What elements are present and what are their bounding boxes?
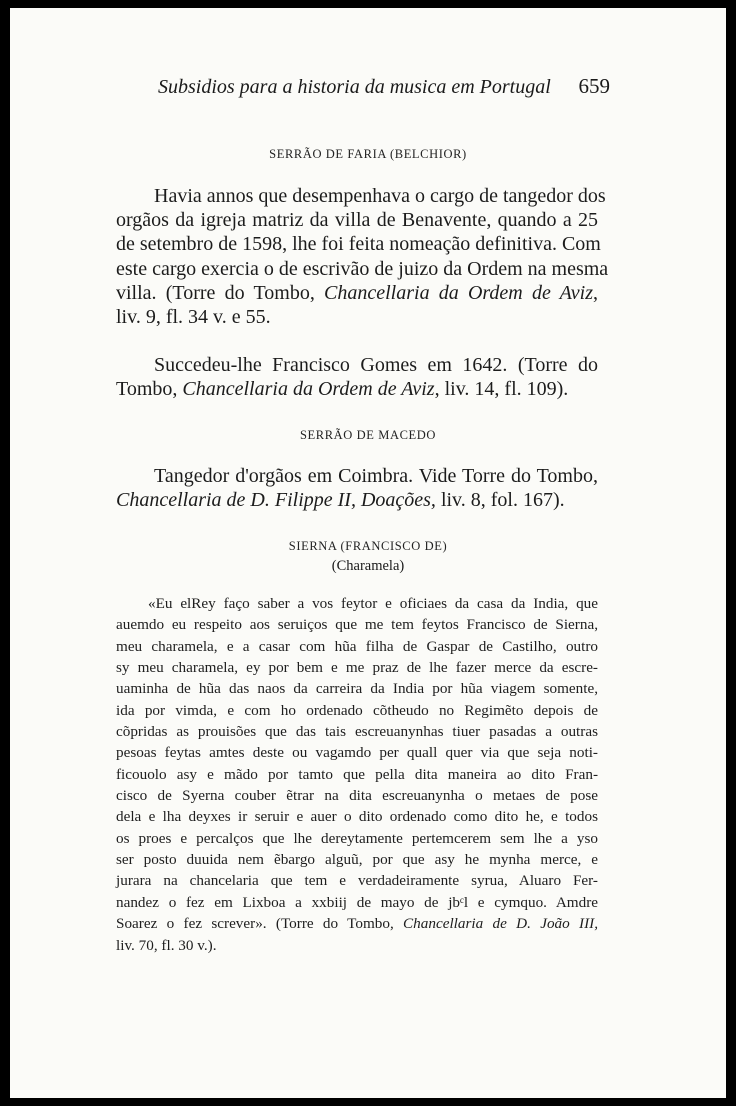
text-line: Havia annos que desempenhava o cargo de tangedor dos [154, 185, 606, 207]
entry-heading: SERRÃO DE MACEDO [300, 428, 436, 442]
quote-line: auemdo eu respeito aos seruiços que me tem feytos Francisco de Sierna, [116, 616, 598, 634]
running-head-title: Subsidios para a historia da musica em Portugal [158, 76, 551, 98]
entry-subheading: (Charamela) [331, 558, 405, 574]
page-number: 659 [578, 74, 610, 98]
quote-line: os proes e percalços que lhe dereytamente pertemcerem sem lhe a yso [116, 829, 598, 847]
quote-line: meu charamela, e a casar com hũa filha de Gaspar de Castilho, outro [116, 637, 598, 655]
quote-line: Soarez o fez screver». (Torre do Tombo, Chancellaria de D. João III, [116, 915, 598, 933]
quote-line: ficouolo asy e mãdo por tamto que pella dita maneira ao dito Fran- [116, 765, 598, 783]
text-line: Tangedor d'orgãos em Coimbra. Vide Torre do Tombo, [154, 465, 598, 487]
quote-line: cisco de Syerna couber ẽtrar na dita escreuanynha o metaes de pose [116, 787, 598, 805]
text-line: villa. (Torre do Tombo, Chancellaria da Ordem de Aviz, [116, 281, 598, 304]
running-head [158, 74, 610, 99]
text-line: Succedeu-lhe Francisco Gomes em 1642. (Torre do [154, 354, 598, 376]
quote-line: liv. 70, fl. 30 v.). [116, 936, 217, 954]
entry-paragraph [116, 464, 598, 512]
book-page [10, 8, 726, 1098]
quote-line: «Eu elRey faço saber a vos feytor e oficiaes da casa da India, que [148, 595, 598, 612]
text-line: liv. 9, fl. 34 v. e 55. [116, 306, 271, 329]
quote-line: jurara na chancelaria que tem e verdadeiramente syrua, Aluaro Fer- [116, 872, 598, 890]
quote-line: pesoas feytas amtes deste ou vagamdo per quall quer via que seja noti- [116, 744, 598, 762]
quoted-document [116, 593, 598, 956]
quote-line: dela e lha deyxes ir seruir e auer o dito ordenado como dito he, e todos [116, 808, 598, 826]
text-line: orgãos da igreja matriz da villa de Benavente, quando a 25 [116, 209, 598, 232]
quote-line: nandez o fez em Lixboa a xxbiij de mayo de jbᶜl e cymquo. Amdre [116, 893, 598, 911]
quote-line: uaminha de hũa das naos da carreira da India por hũa viagem somente, [116, 680, 598, 698]
text-line: este cargo exercia o de escrivão de juizo da Ordem na mesma [116, 257, 609, 280]
text-line: de setembro de 1598, lhe foi feita nomeação definitiva. Com [116, 233, 601, 256]
entry-heading: SIERNA (FRANCISCO DE) [288, 539, 448, 553]
text-line: Tombo, Chancellaria da Ordem de Aviz, liv. 14, fl. 109). [116, 378, 569, 401]
quote-line: sy meu charamela, ey por bem e me praz de lhe fazer merce da escre- [116, 659, 598, 677]
entry-paragraph [116, 353, 598, 401]
quote-line: ser posto duuida nem ẽbargo alguũ, por que asy he mynha merce, e [116, 851, 598, 869]
quote-line: ida por vimda, e com ho ordenado cõtheudo no Regimẽto depois de [116, 701, 598, 719]
entry-paragraph [116, 184, 609, 329]
quote-line: cõpridas as prouisões que das tais escreuanynhas tiuer pasadas a outras [116, 723, 598, 741]
entry-heading: SERRÃO DE FARIA (BELCHIOR) [269, 147, 467, 161]
text-line: Chancellaria de D. Filippe II, Doações, liv. 8, fol. 167). [116, 489, 565, 512]
